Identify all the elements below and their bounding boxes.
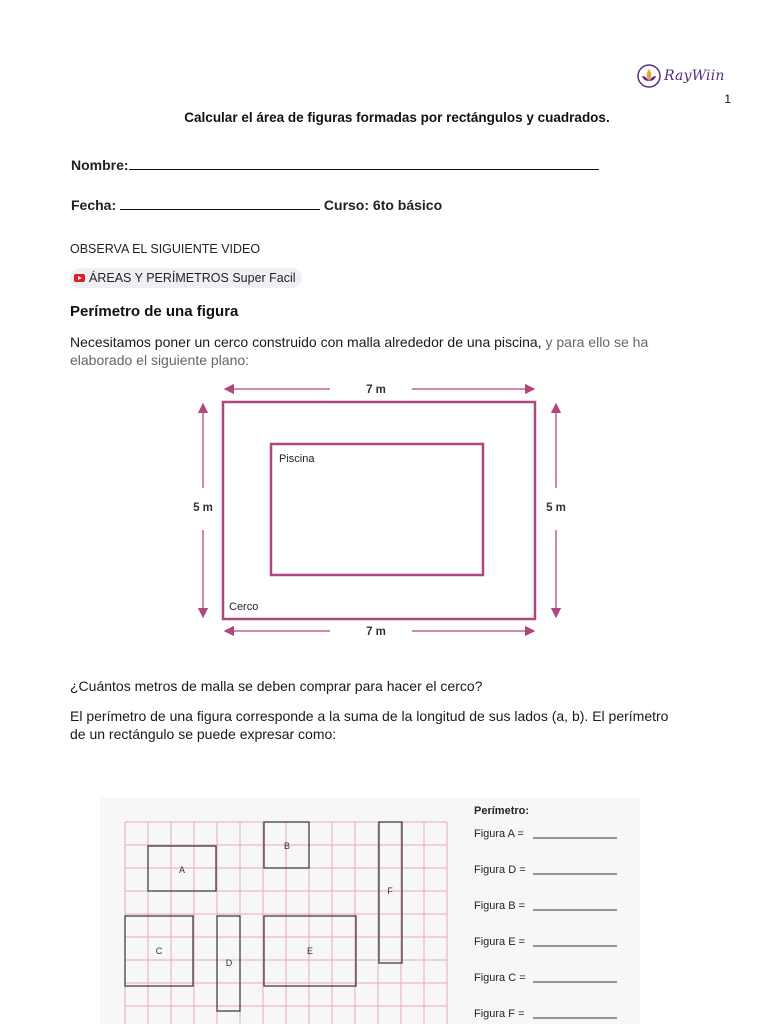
page-title: Calcular el área de figuras formadas por rectángulos y cuadrados. <box>184 110 610 125</box>
bottom-dimension-label: 7 m <box>366 626 386 638</box>
right-dimension-label: 5 m <box>546 502 566 514</box>
left-dimension-label: 5 m <box>193 502 213 514</box>
figure-f-label: F <box>387 886 393 896</box>
perimetro-title: Perímetro: <box>474 805 530 817</box>
definition-line-1: El perímetro de una figura corresponde a la suma de la longitud de sus lados (a, b). El perímetro <box>70 708 669 724</box>
video-link-text[interactable]: ÁREAS Y PERÍMETROS Super Facil <box>89 271 296 285</box>
answer-row-f: Figura F = <box>474 1008 525 1020</box>
definition-line-2: de un rectángulo se puede expresar como: <box>70 726 337 742</box>
paragraph-main: Necesitamos poner un cerco construido con malla alrededor de una piscina, <box>70 334 542 350</box>
nombre-field <box>71 156 599 173</box>
answer-row-e: Figura E = <box>474 936 526 948</box>
section-title: Perímetro de una figura <box>70 303 239 320</box>
pool-label: Piscina <box>279 453 315 465</box>
paragraph-gray-b: elaborado el siguiente plano: <box>70 352 250 368</box>
lotus-logo-icon <box>637 64 661 88</box>
nombre-label: Nombre: <box>71 157 129 173</box>
figure-b-label: B <box>283 841 291 851</box>
paragraph-gray-a: y para ello se ha <box>541 334 649 350</box>
video-link-chip[interactable] <box>70 268 302 288</box>
answer-row-c: Figura C = <box>474 972 526 984</box>
raywiin-logo <box>637 62 732 90</box>
figure-d-label: D <box>225 958 233 968</box>
question: ¿Cuántos metros de malla se deben comprar para hacer el cerco? <box>70 678 483 694</box>
perimeter-definition <box>70 707 733 743</box>
fence-label: Cerco <box>229 601 259 613</box>
answer-row-d: Figura D = <box>474 864 526 876</box>
fecha-curso-field <box>71 196 442 213</box>
logo-text: RayWiin <box>664 68 725 84</box>
curso-label: Curso: 6to básico <box>323 197 443 213</box>
figure-c-label: C <box>155 946 163 956</box>
answer-row-a: Figura A = <box>474 828 524 840</box>
youtube-icon <box>74 274 85 282</box>
fecha-label: Fecha: <box>71 197 117 213</box>
top-dimension-label: 7 m <box>366 384 386 396</box>
exercise-background <box>100 798 646 1024</box>
page-number: 1 <box>724 92 731 106</box>
answer-row-b: Figura B = <box>474 900 526 912</box>
fecha-blank-line <box>120 196 320 210</box>
figures-grid-exercise <box>100 798 646 1024</box>
figure-e-label: E <box>306 946 314 956</box>
figure-a-label: A <box>178 865 186 875</box>
pool-plan-diagram <box>180 380 580 645</box>
video-intro: OBSERVA EL SIGUIENTE VIDEO <box>70 242 261 256</box>
intro-paragraph <box>70 333 733 369</box>
nombre-blank-line <box>129 156 599 170</box>
